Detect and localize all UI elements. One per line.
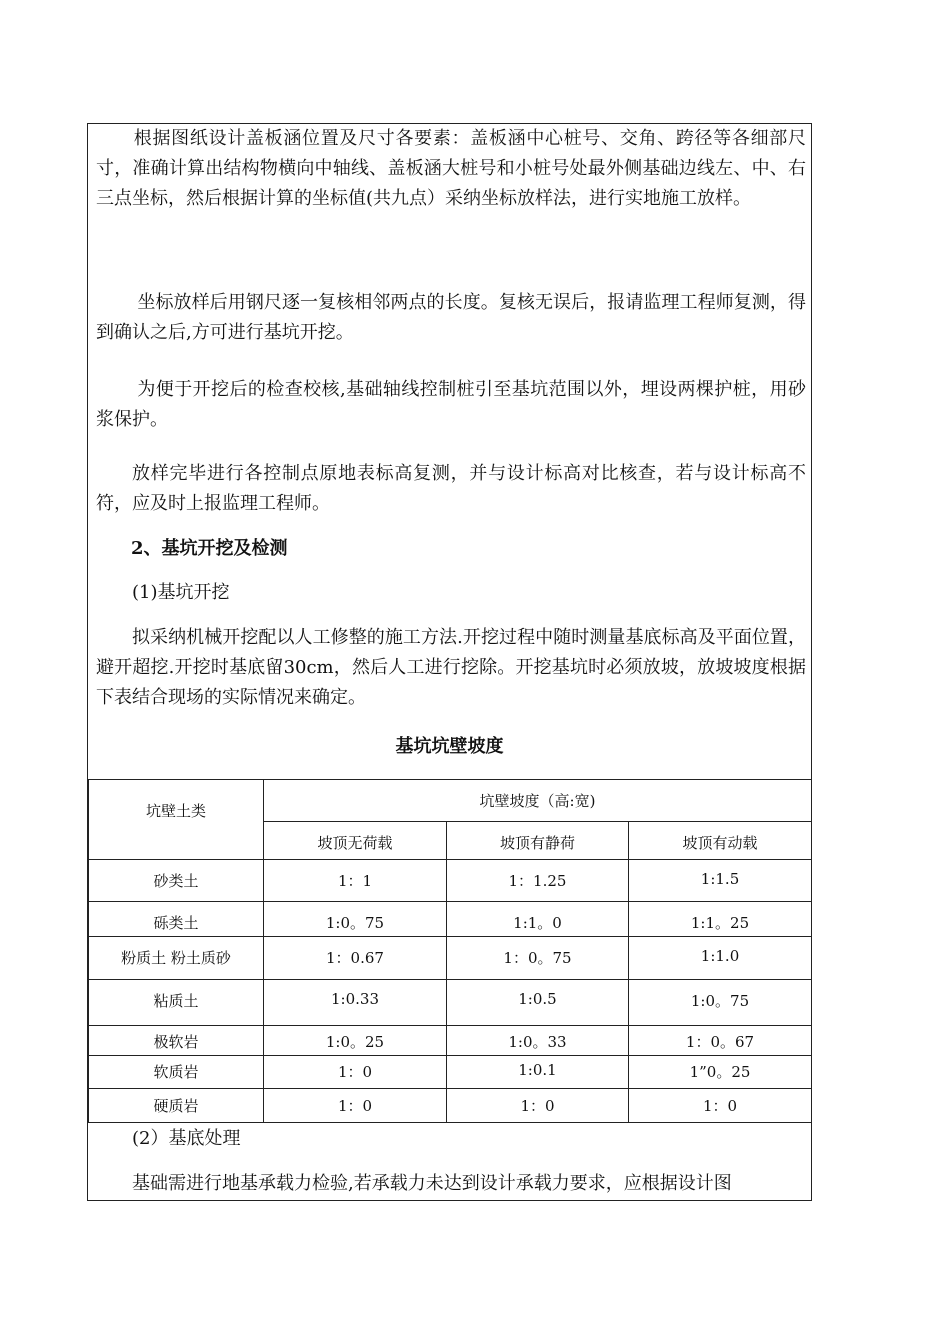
cell-static-load: 1：0 — [447, 1089, 629, 1123]
slope-table — [88, 779, 812, 1123]
table-row — [89, 980, 812, 1026]
cell-no-load: 1：0 — [264, 1056, 447, 1089]
cell-dynamic-load: 1:1。25 — [629, 902, 812, 937]
cell-soil-type: 极软岩 — [89, 1026, 264, 1056]
cell-static-load: 1:0.1 — [447, 1056, 629, 1089]
cell-no-load: 1：0 — [264, 1089, 447, 1123]
table-row — [89, 937, 812, 980]
cell-no-load: 1:0。75 — [264, 902, 447, 937]
paragraph-excavation-method: 拟采纳机械开挖配以人工修整的施工方法.开挖过程中随时测量基底标高及平面位置，避开超挖.开挖时基底留30cm，然后人工进行挖除。开挖基坑时必须放坡，放坡坡度根据下表结合现场的实际情况来确定。 — [96, 627, 806, 708]
cell-static-load: 1：0。75 — [447, 937, 629, 980]
cell-soil-type: 软质岩 — [89, 1056, 264, 1089]
subsection-heading-foundation: (2）基底处理 — [132, 1128, 241, 1149]
table-row — [89, 1026, 812, 1056]
cell-soil-type: 硬质岩 — [89, 1089, 264, 1123]
cell-soil-type: 砂类土 — [89, 860, 264, 902]
cell-static-load: 1:0。33 — [447, 1026, 629, 1056]
table-row — [89, 1089, 812, 1123]
table-title: 基坑坑壁坡度 — [395, 736, 504, 757]
header-dynamic-load: 坡顶有动载 — [629, 822, 812, 860]
paragraph-survey-calc: 根据图纸设计盖板涵位置及尺寸各要素：盖板涵中心桩号、交角、跨径等各细部尺寸，准确计算出结构物横向中轴线、盖板涵大桩号和小桩号处最外侧基础边线左、中、右三点坐标，然后根据计算的坐标值(共九点）采纳坐标放样法，进行实地施工放样。 — [96, 128, 806, 209]
cell-no-load: 1:0.33 — [264, 980, 447, 1026]
cell-static-load: 1:1。0 — [447, 902, 629, 937]
cell-static-load: 1：1.25 — [447, 860, 629, 902]
paragraph-bearing-capacity: 基础需进行地基承载力检验,若承载力未达到设计承载力要求，应根据设计图 — [132, 1173, 732, 1194]
cell-dynamic-load: 1：0 — [629, 1089, 812, 1123]
header-no-load: 坡顶无荷载 — [264, 822, 447, 860]
header-slope-group: 坑壁坡度（高:宽) — [264, 780, 812, 822]
table-row — [89, 902, 812, 937]
cell-soil-type: 粘质土 — [89, 980, 264, 1026]
cell-dynamic-load: 1:0。75 — [629, 980, 812, 1026]
cell-dynamic-load: 1：0。67 — [629, 1026, 812, 1056]
paragraph-coordinate-check: 坐标放样后用钢尺逐一复核相邻两点的长度。复核无误后，报请监理工程师复测，得到确认之后,方可进行基坑开挖。 — [96, 292, 806, 343]
cell-no-load: 1:0。25 — [264, 1026, 447, 1056]
table-row — [89, 1056, 812, 1089]
cell-no-load: 1：1 — [264, 860, 447, 902]
cell-soil-type: 砾类土 — [89, 902, 264, 937]
subsection-heading-excavation: (1)基坑开挖 — [132, 582, 230, 603]
cell-soil-type: 粉质土 粉土质砂 — [89, 937, 264, 980]
table-row — [89, 860, 812, 902]
cell-dynamic-load: 1:1.0 — [629, 937, 812, 980]
cell-static-load: 1:0.5 — [447, 980, 629, 1026]
paragraph-elevation-check: 放样完毕进行各控制点原地表标高复测，并与设计标高对比核查，若与设计标高不符，应及时上报监理工程师。 — [96, 463, 806, 514]
section-heading-excavation: 2、基坑开挖及检测 — [131, 538, 288, 559]
header-soil-type: 坑壁土类 — [89, 780, 264, 860]
header-static-load: 坡顶有静荷 — [447, 822, 629, 860]
paragraph-control-pile: 为便于开挖后的检查校核,基础轴线控制桩引至基坑范围以外，埋设两棵护桩，用砂浆保护。 — [96, 379, 806, 430]
cell-no-load: 1：0.67 — [264, 937, 447, 980]
cell-dynamic-load: 1”0。25 — [629, 1056, 812, 1089]
cell-dynamic-load: 1:1.5 — [629, 860, 812, 902]
